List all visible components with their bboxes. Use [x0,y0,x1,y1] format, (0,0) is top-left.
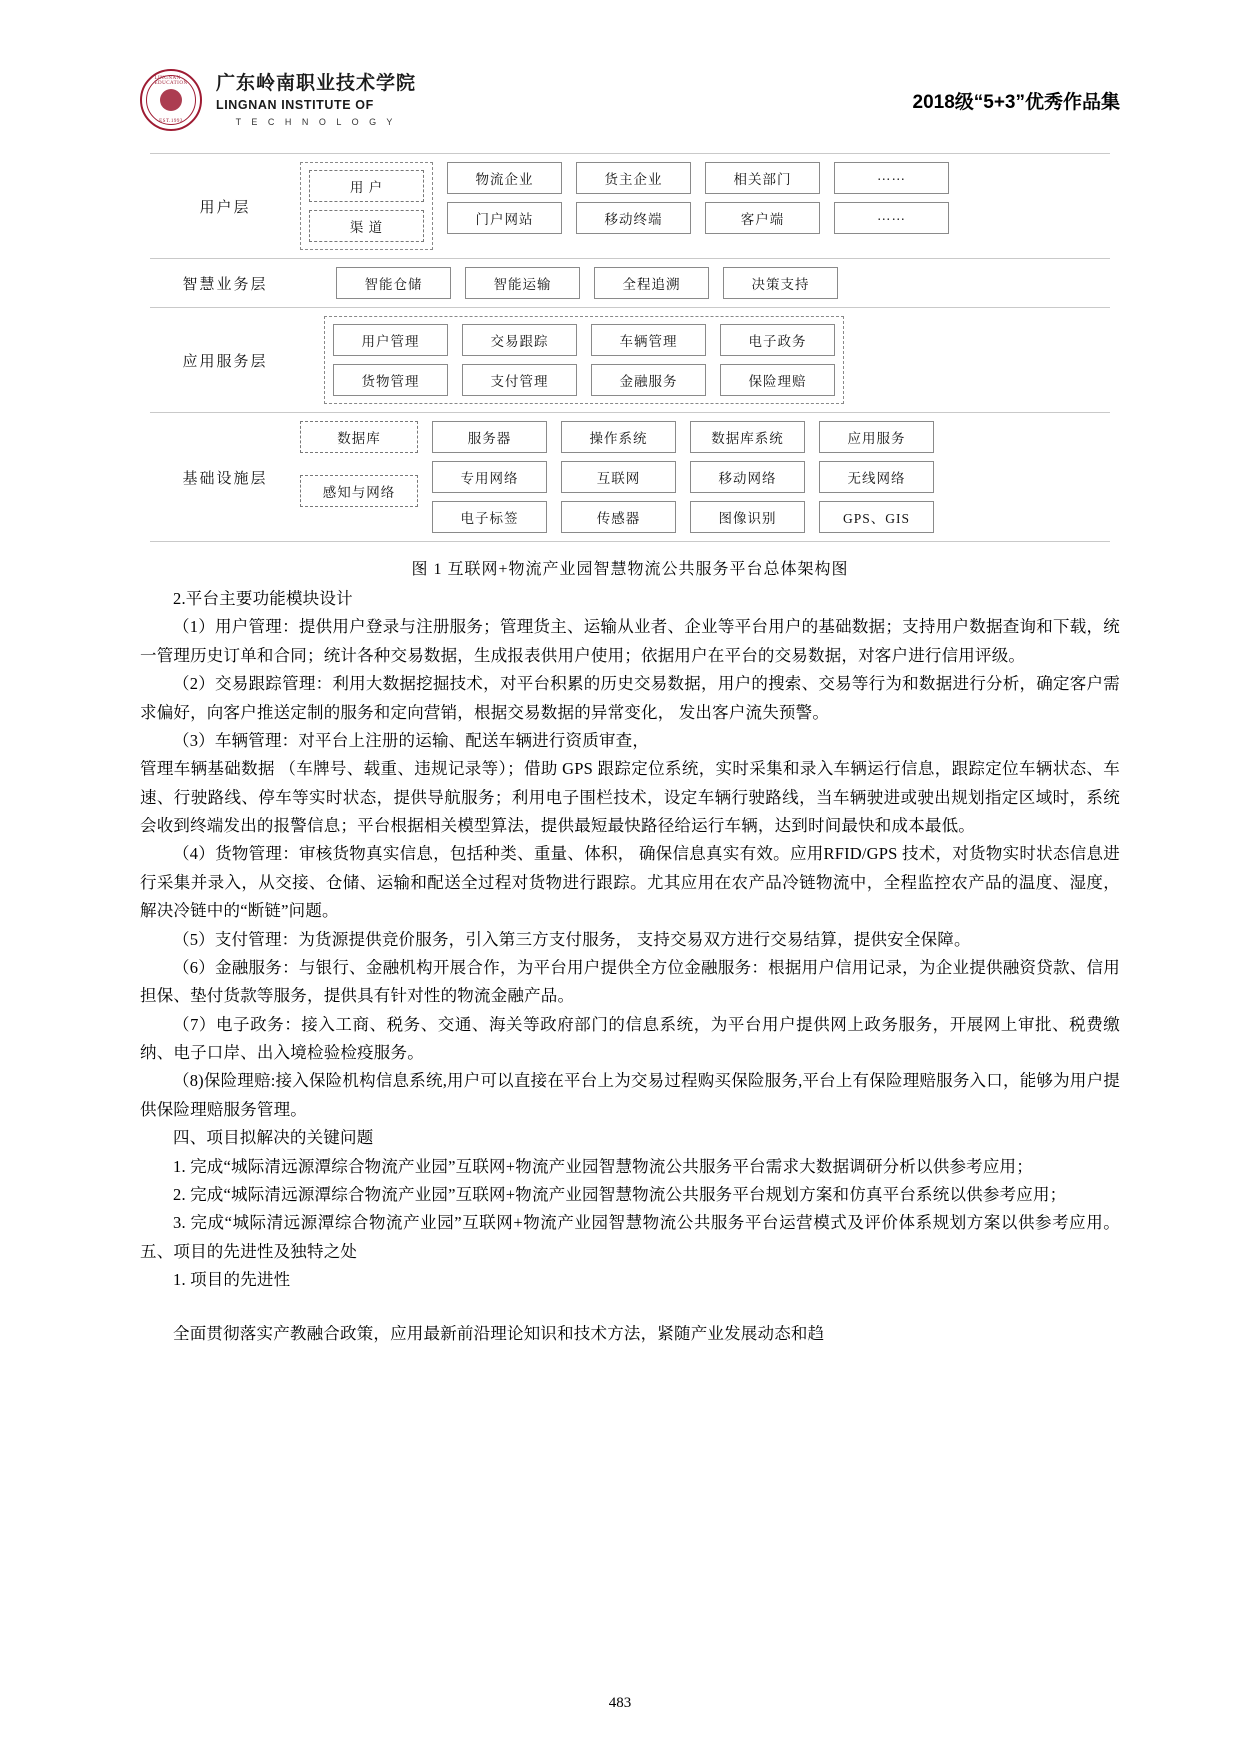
paragraph: （7）电子政务：接入工商、税务、交通、海关等政府部门的信息系统，为平台用户提供网上政务服务，开展网上审批、税费缴纳、电子口岸、出入境检验检疫服务。 [140,1014,1120,1062]
layer-label: 智慧业务层 [182,276,268,293]
figure-cell: 货物管理 [333,364,448,396]
architecture-figure [140,153,1120,579]
body-content [140,585,1120,1349]
paragraph: （4）货物管理：审核货物真实信息，包括种类、重量、体积， 确保信息真实有效。应用RFID/GPS 技术，对货物实时状态信息进行采集并录入，从交接、仓储、运输和配送全过程对货物进行跟踪。尤其应用在农产品冷链物流中，全程监控农产品的温度、湿度，解决冷链中的“断链”问题。 [140,844,1120,921]
figure-cell: 客户端 [705,202,820,234]
figure-cell: 支付管理 [462,364,577,396]
paragraph: 全面贯彻落实产教融合政策，应用最新前沿理论知识和技术方法，紧随产业发展动态和趋 [173,1324,825,1344]
figure-cell: 操作系统 [561,421,676,453]
figure-cell: 智能运输 [465,267,580,299]
institution-name-en: LINGNAN INSTITUTE OF [216,98,374,113]
figure-cell: 电子政务 [720,324,835,356]
figure-layer-user [150,153,1110,258]
seal-bottom-text: EST.1993 [159,119,183,124]
figure-cell: 全程追溯 [594,267,709,299]
figure-cell: 无线网络 [819,461,934,493]
figure-cell: 交易跟踪 [462,324,577,356]
figure-cell: 物流企业 [447,162,562,194]
figure-cell: 互联网 [561,461,676,493]
user-channel-group [300,162,433,250]
figure-cell: 保险理赔 [720,364,835,396]
paragraph: （6）金融服务：与银行、金融机构开展合作，为平台用户提供全方位金融服务：根据用户信用记录，为企业提供融资贷款、信用担保、垫付货款等服务，提供具有针对性的物流金融产品。 [140,957,1120,1006]
figure-layer-application [150,307,1110,412]
layer-label: 基础设施层 [182,470,268,487]
figure-caption: 图 1 互联网+物流产业园智慧物流公共服务平台总体架构图 [411,561,849,578]
paragraph: 1. 项目的先进性 [173,1270,291,1289]
figure-cell: GPS、GIS [819,501,934,533]
figure-cell: 移动终端 [576,202,691,234]
figure-cell: 传感器 [561,501,676,533]
figure-cell: 智能仓储 [336,267,451,299]
paragraph: 四、项目拟解决的关键问题 [173,1128,374,1148]
paragraph: （8)保险理赔:接入保险机构信息系统,用户可以直接在平台上为交易过程购买保险服务,平台上有保险理赔服务入口，能够为用户提供保险理赔服务管理。 [140,1071,1120,1119]
figure-cell: …… [834,162,949,194]
paragraph: （3）车辆管理：对平台上注册的运输、配送车辆进行资质审查， [173,730,650,750]
figure-cell: 用户管理 [333,324,448,356]
paragraph: 1. 完成“城际清远源潭综合物流产业园”互联网+物流产业园智慧物流公共服务平台需求大数据调研分析以供参考应用； [173,1156,1033,1176]
figure-cell: 用 户 [309,170,424,202]
paragraph: （2）交易跟踪管理：利用大数据挖掘技术，对平台积累的历史交易数据，用户的搜索、交易等行为和数据进行分析，确定客户需求偏好，向客户推送定制的服务和定向营销，根据交易数据的异常变化， 发出客户流失预警。 [140,674,1120,722]
paragraph: （1）用户管理：提供用户登录与注册服务；管理货主、运输从业者、企业等平台用户的基础数据；支持用户数据查询和下载，统一管理历史订单和合同；统计各种交易数据，生成报表供用户使用；依据用户在平台的交易数据，对客户进行信用评级。 [140,617,1120,665]
institution-name-en-sub: T E C H N O L O G Y [235,117,397,128]
paragraph: 2.平台主要功能模块设计 [173,589,353,608]
paragraph: 管理车辆基础数据 （车牌号、载重、违规记录等）；借助 GPS 跟踪定位系统，实时采集和录入车辆运行信息，跟踪定位车辆状态、车速、行驶路线、停车等实时状态，提供导航服务；利用电子围栏技术，设定车辆行驶路线，当车辆驶进或驶出规划指定区域时，系统会收到终端发出的报警信息；平台根据相关模型算法，提供最短最快路径给运行车辆，达到时间最快和成本最低。 [140,759,1120,835]
figure-cell: 图像识别 [690,501,805,533]
figure-cell: 专用网络 [432,461,547,493]
figure-cell: 门户网站 [447,202,562,234]
figure-cell: 金融服务 [591,364,706,396]
page-header [140,65,1120,135]
paragraph: （5）支付管理：为货源提供竞价服务，引入第三方支付服务， 支持交易双方进行交易结算，提供安全保障。 [173,929,971,949]
school-seal-icon [140,69,202,131]
figure-layer-business [150,258,1110,307]
figure-cell: 服务器 [432,421,547,453]
institution-name-cn: 广东岭南职业技术学院 [216,72,417,94]
figure-cell: 渠 道 [309,210,424,242]
layer-label: 用户层 [199,199,251,216]
figure-cell: …… [834,202,949,234]
seal-top-text: LINGNAN EDUCATION [154,76,188,86]
paragraph: 3. 完成“城际清远源潭综合物流产业园”互联网+物流产业园智慧物流公共服务平台运营模式及评价体系规划方案以供参考应用。五、项目的先进性及独特之处 [140,1213,1120,1261]
layer-label: 应用服务层 [182,353,268,370]
figure-layer-infrastructure [150,412,1110,542]
figure-cell: 数据库系统 [690,421,805,453]
header-title: 2018级“5+3”优秀作品集 [912,91,1120,113]
page-number: 483 [608,1695,632,1711]
figure-cell: 电子标签 [432,501,547,533]
figure-cell: 应用服务 [819,421,934,453]
figure-cell: 数据库 [300,421,418,453]
brand-block [140,69,416,131]
figure-cell: 货主企业 [576,162,691,194]
figure-cell: 感知与网络 [300,475,418,507]
figure-cell: 移动网络 [690,461,805,493]
paragraph: 2. 完成“城际清远源潭综合物流产业园”互联网+物流产业园智慧物流公共服务平台规划方案和仿真平台系统以供参考应用； [173,1184,1067,1204]
figure-cell: 相关部门 [705,162,820,194]
figure-cell: 决策支持 [723,267,838,299]
figure-cell: 车辆管理 [591,324,706,356]
